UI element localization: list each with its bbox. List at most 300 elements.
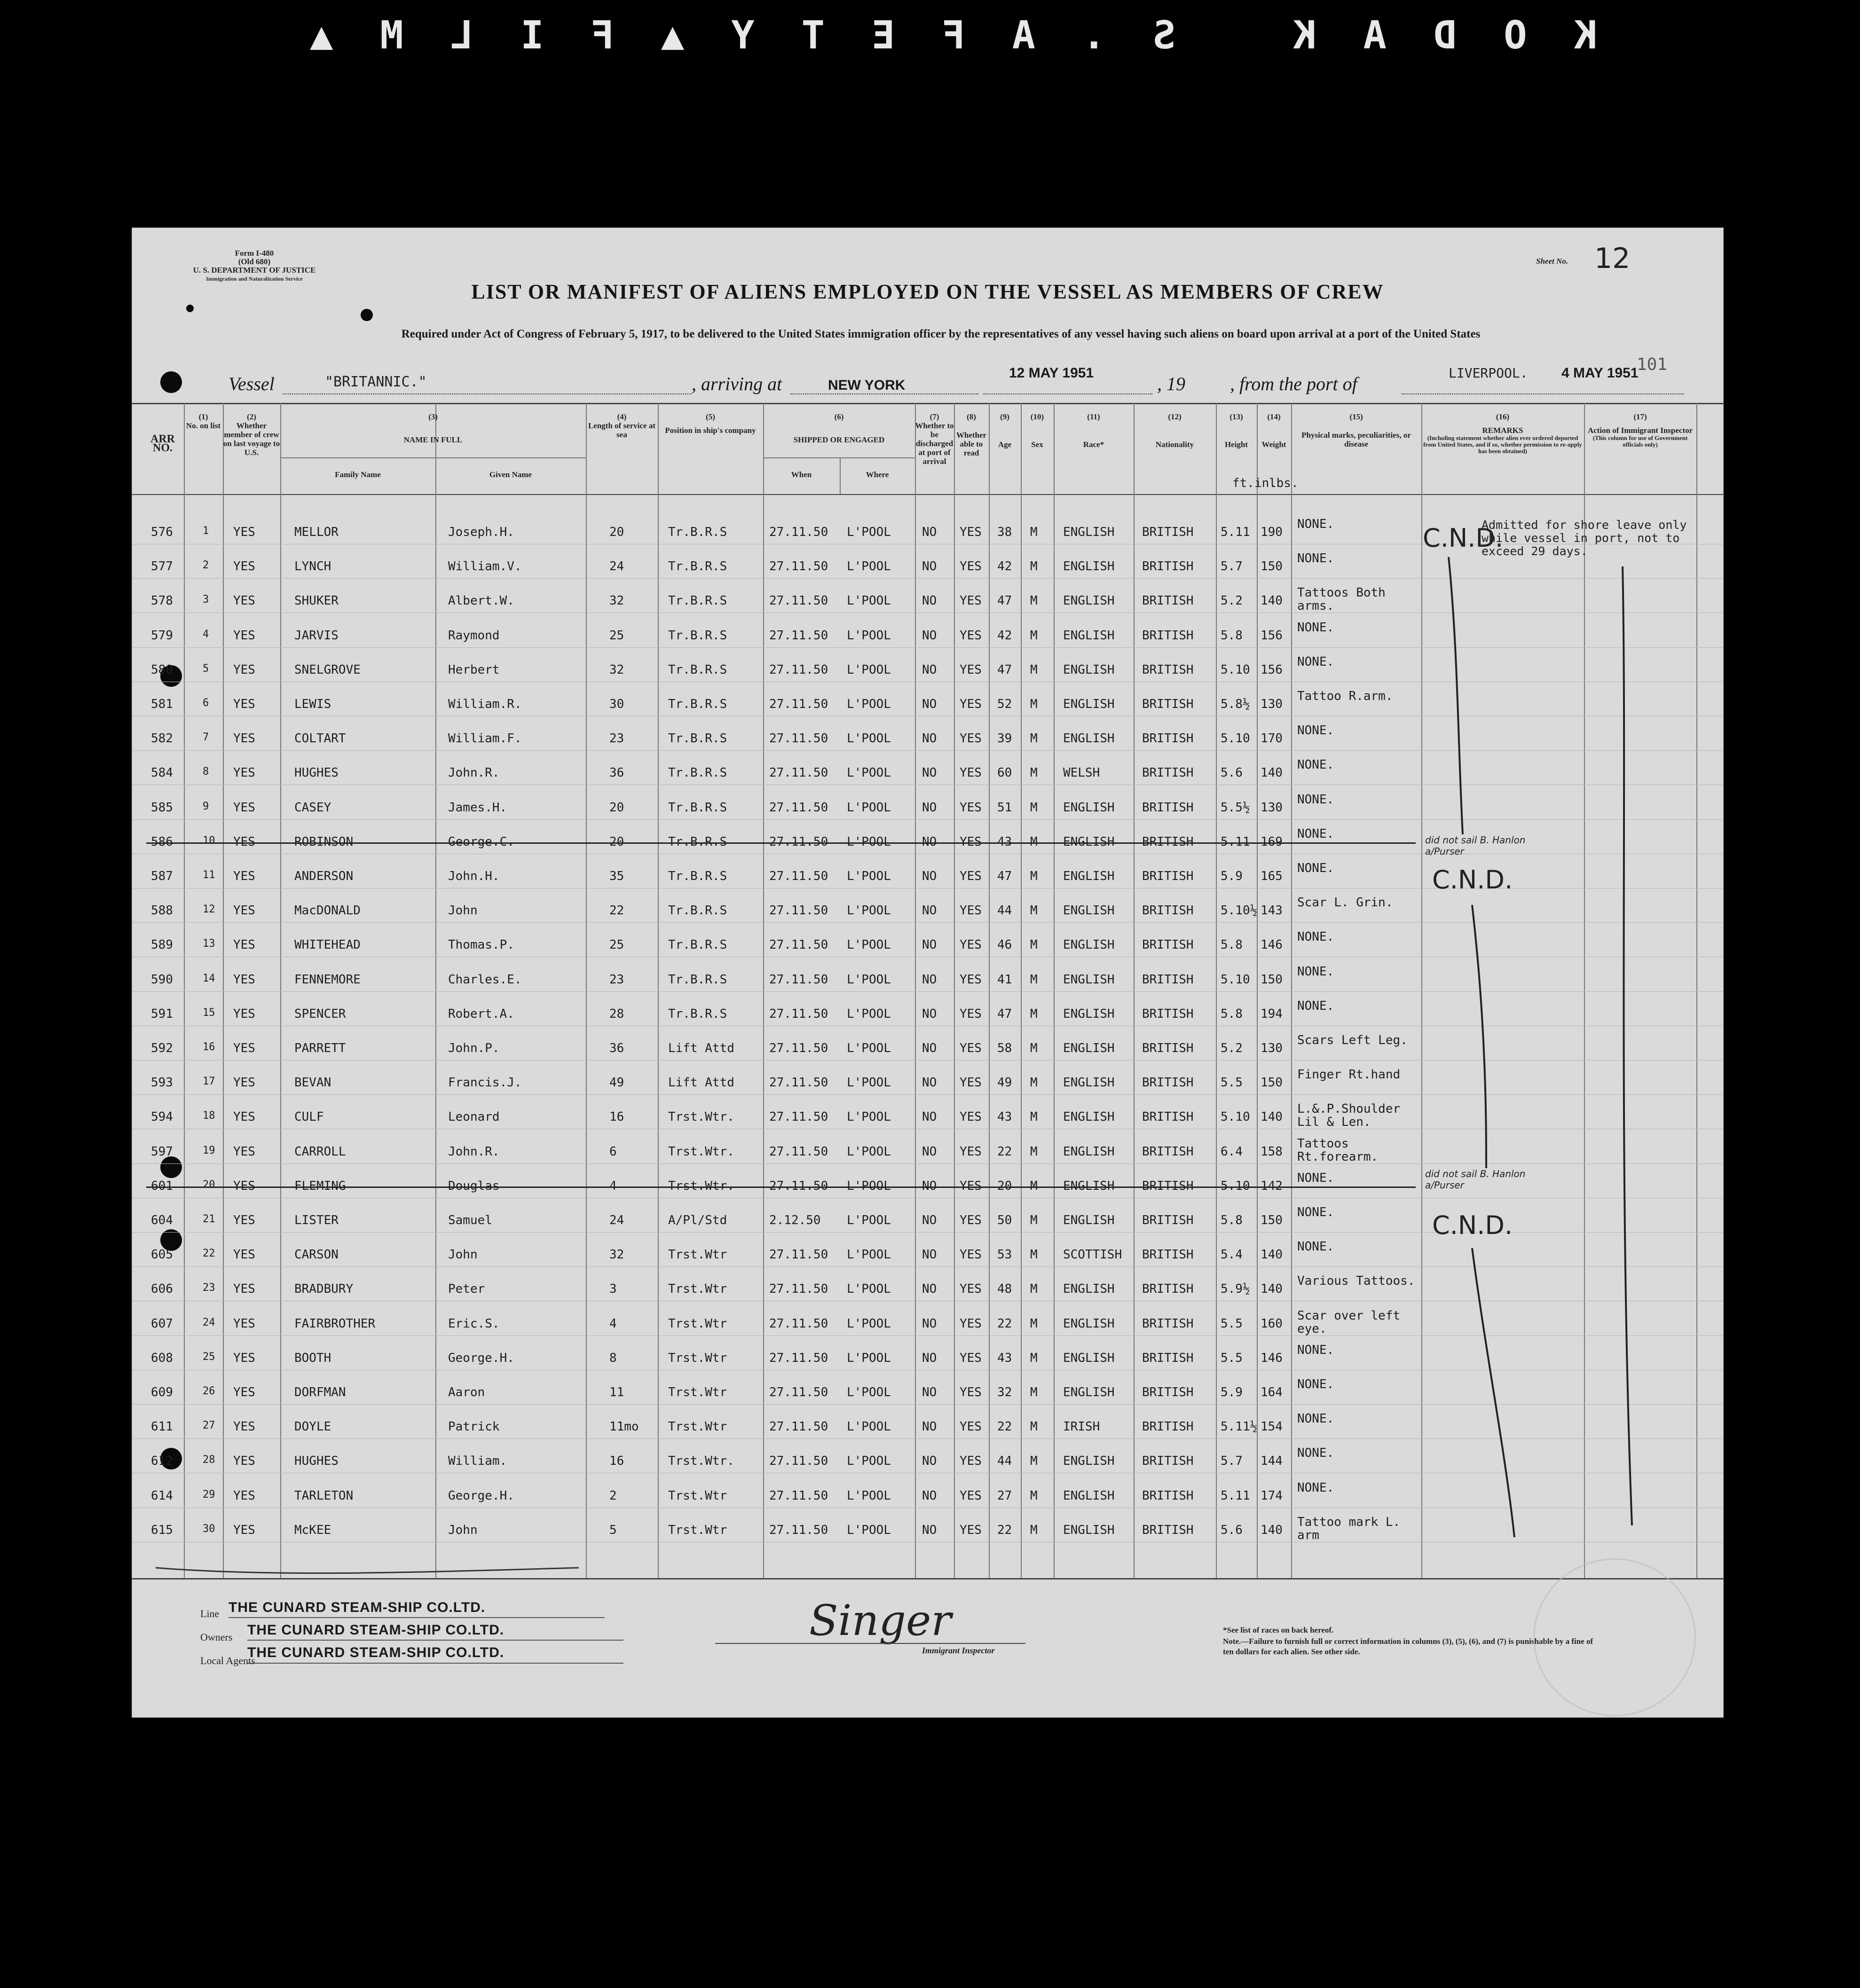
film-edge-marking xyxy=(0,13,1860,65)
cell-family: FAIRBROTHER xyxy=(294,1316,376,1331)
cell-read: YES xyxy=(960,525,982,539)
cell-arr: 606 xyxy=(151,1282,173,1297)
cell-no: 18 xyxy=(203,1110,215,1122)
cell-read: YES xyxy=(960,1006,982,1021)
cell-last: YES xyxy=(233,1006,255,1021)
cell-sex: M xyxy=(1030,1282,1038,1297)
cell-position: Tr.B.R.S xyxy=(668,904,727,918)
cell-marks: NONE. xyxy=(1297,1412,1334,1426)
cell-service: 16 xyxy=(609,1110,624,1124)
cell-sex: M xyxy=(1030,1110,1038,1124)
cell-height: 5.7 xyxy=(1221,559,1243,574)
cell-no: 26 xyxy=(203,1385,215,1397)
cell-arr: 614 xyxy=(151,1488,173,1503)
cell-nat: BRITISH xyxy=(1142,1420,1194,1434)
cell-service: 24 xyxy=(609,1213,624,1227)
cell-arr: 605 xyxy=(151,1248,173,1262)
header-col12-number: (12) xyxy=(1168,412,1182,421)
cell-disch: NO xyxy=(922,1144,937,1159)
cell-sex: M xyxy=(1030,662,1038,677)
header-where: Where xyxy=(866,470,889,479)
cell-marks: NONE. xyxy=(1297,1446,1334,1461)
cell-given: George.C. xyxy=(448,834,514,849)
cell-height: 5.11½ xyxy=(1221,1420,1258,1434)
cell-age: 47 xyxy=(997,869,1012,883)
cell-age: 50 xyxy=(997,1213,1012,1227)
did-not-sail-note-1: did not sail B. Hanlon a/Purser xyxy=(1425,834,1526,857)
cell-given: Charles.E. xyxy=(448,972,522,987)
cell-disch: NO xyxy=(922,525,937,539)
cell-family: ANDERSON xyxy=(294,869,354,883)
cell-given: John.P. xyxy=(448,1041,500,1055)
film-edge-text: KODAK S.AFETY▲FILM▲ xyxy=(263,13,1597,58)
cell-age: 41 xyxy=(997,972,1012,987)
cell-arr: 577 xyxy=(151,559,173,574)
cell-where: L'POOL xyxy=(847,525,891,539)
cell-service: 3 xyxy=(609,1282,617,1297)
cell-disch: NO xyxy=(922,697,937,711)
cell-given: Raymond xyxy=(448,628,500,643)
header-col10-label: Sex xyxy=(1031,440,1043,449)
cell-age: 47 xyxy=(997,1006,1012,1021)
cell-read: YES xyxy=(960,972,982,987)
cell-service: 32 xyxy=(609,594,624,608)
cell-where: L'POOL xyxy=(847,1213,891,1227)
cell-service: 32 xyxy=(609,662,624,677)
cell-service: 5 xyxy=(609,1523,617,1537)
cell-given: James.H. xyxy=(448,800,507,815)
cell-family: HUGHES xyxy=(294,1454,339,1469)
header-col8-label: Whether able to read xyxy=(956,431,987,457)
cell-no: 1 xyxy=(203,525,209,537)
cnd-mark-1: C.N.D. xyxy=(1423,523,1504,553)
cell-last: YES xyxy=(233,766,255,780)
cell-service: 11mo xyxy=(609,1420,639,1434)
cell-given: Eric.S. xyxy=(448,1316,500,1331)
form-service: Immigration and Naturalization Service xyxy=(206,275,303,282)
cell-no: 7 xyxy=(203,731,209,744)
cnd-mark-2: C.N.D. xyxy=(1432,865,1513,895)
cell-arr: 578 xyxy=(151,594,173,608)
year-label: , 19 xyxy=(1157,373,1185,394)
cell-when: 27.11.50 xyxy=(769,1420,828,1434)
header-col17-note: (This column for use of Government officials only) xyxy=(1592,434,1688,448)
cell-position: Tr.B.R.S xyxy=(668,1006,727,1021)
departure-date: 4 MAY 1951 xyxy=(1561,365,1639,381)
cell-nat: BRITISH xyxy=(1142,766,1194,780)
cell-read: YES xyxy=(960,904,982,918)
cell-race: ENGLISH xyxy=(1063,628,1115,643)
cell-read: YES xyxy=(960,1385,982,1399)
cell-disch: NO xyxy=(922,904,937,918)
cell-height: 5.5 xyxy=(1221,1076,1243,1090)
cell-last: YES xyxy=(233,525,255,539)
header-col9-number: (9) xyxy=(1000,412,1009,421)
cell-nat: BRITISH xyxy=(1142,697,1194,711)
cell-when: 27.11.50 xyxy=(769,594,828,608)
cell-sex: M xyxy=(1030,1454,1038,1469)
cell-nat: BRITISH xyxy=(1142,731,1194,746)
cell-sex: M xyxy=(1030,1006,1038,1021)
cell-weight: 140 xyxy=(1261,1523,1283,1537)
signature-line xyxy=(715,1643,1025,1644)
header-col1-number: (1) xyxy=(198,412,208,421)
cell-service: 23 xyxy=(609,972,624,987)
cell-family: LYNCH xyxy=(294,559,331,574)
cell-height: 5.9 xyxy=(1221,869,1243,883)
cell-no: 13 xyxy=(203,938,215,950)
cell-when: 27.11.50 xyxy=(769,1110,828,1124)
cell-service: 32 xyxy=(609,1248,624,1262)
header-col16-note: (Including statement whether alien ever ordered deported from United States, and if so, whether permission to re-apply has been obtained) xyxy=(1423,434,1582,455)
cell-marks: NONE. xyxy=(1297,930,1334,944)
cell-read: YES xyxy=(960,731,982,746)
cell-family: BEVAN xyxy=(294,1076,331,1090)
cell-where: L'POOL xyxy=(847,1179,891,1193)
cell-no: 22 xyxy=(203,1248,215,1260)
cell-age: 38 xyxy=(997,525,1012,539)
cell-when: 27.11.50 xyxy=(769,1454,828,1469)
cell-read: YES xyxy=(960,1316,982,1331)
cell-read: YES xyxy=(960,1179,982,1193)
cell-when: 27.11.50 xyxy=(769,1488,828,1503)
cell-when: 27.11.50 xyxy=(769,1179,828,1193)
cell-weight: 170 xyxy=(1261,731,1283,746)
cell-no: 24 xyxy=(203,1316,215,1328)
cell-where: L'POOL xyxy=(847,1110,891,1124)
cell-where: L'POOL xyxy=(847,834,891,849)
header-col13-number: (13) xyxy=(1229,412,1243,421)
cell-nat: BRITISH xyxy=(1142,938,1194,952)
form-number: Form I-480 xyxy=(235,249,274,258)
cell-last: YES xyxy=(233,1316,255,1331)
cell-height: 5.10 xyxy=(1221,1110,1250,1124)
cell-disch: NO xyxy=(922,1420,937,1434)
cell-disch: NO xyxy=(922,938,937,952)
cell-arr: 608 xyxy=(151,1351,173,1365)
cell-family: LISTER xyxy=(294,1213,339,1227)
header-col7-label: Whether to be discharged at port of arrival xyxy=(915,421,954,466)
cell-race: ENGLISH xyxy=(1063,869,1115,883)
cell-arr: 586 xyxy=(151,834,173,849)
cell-position: Trst.Wtr. xyxy=(668,1144,734,1159)
cell-when: 27.11.50 xyxy=(769,1248,828,1262)
cell-where: L'POOL xyxy=(847,972,891,987)
inspector-signature: Singer xyxy=(809,1596,952,1645)
cell-when: 27.11.50 xyxy=(769,1144,828,1159)
cell-weight: 130 xyxy=(1261,1041,1283,1055)
cell-family: LEWIS xyxy=(294,697,331,711)
header-col15-number: (15) xyxy=(1349,412,1363,421)
cell-arr: 589 xyxy=(151,938,173,952)
cell-nat: BRITISH xyxy=(1142,834,1194,849)
cell-race: ENGLISH xyxy=(1063,697,1115,711)
arrival-date: 12 MAY 1951 xyxy=(1009,365,1094,381)
cell-age: 47 xyxy=(997,662,1012,677)
cell-arr: 611 xyxy=(151,1420,173,1434)
cell-disch: NO xyxy=(922,559,937,574)
cell-sex: M xyxy=(1030,1351,1038,1365)
cell-position: Tr.B.R.S xyxy=(668,972,727,987)
cell-sex: M xyxy=(1030,938,1038,952)
cell-disch: NO xyxy=(922,1110,937,1124)
cell-read: YES xyxy=(960,869,982,883)
cell-age: 42 xyxy=(997,628,1012,643)
penalty-note: Note.—Failure to furnish full or correct information in columns (3), (5), (6), and (7) is punishable by a fine of ten dollars for each alien. See other side. xyxy=(1223,1637,1593,1656)
cell-family: CULF xyxy=(294,1110,324,1124)
cell-nat: BRITISH xyxy=(1142,1041,1194,1055)
cell-weight: 156 xyxy=(1261,662,1283,677)
cell-position: Trst.Wtr xyxy=(668,1248,727,1262)
cell-race: ENGLISH xyxy=(1063,525,1115,539)
cell-nat: BRITISH xyxy=(1142,1248,1194,1262)
cell-sex: M xyxy=(1030,1385,1038,1399)
cell-when: 27.11.50 xyxy=(769,1523,828,1537)
cell-marks: NONE. xyxy=(1297,551,1334,566)
cell-weight: 194 xyxy=(1261,1006,1283,1021)
cell-position: Tr.B.R.S xyxy=(668,938,727,952)
cell-position: Trst.Wtr xyxy=(668,1351,727,1365)
cell-family: SPENCER xyxy=(294,1006,346,1021)
header-col17-number: (17) xyxy=(1633,412,1647,421)
cell-disch: NO xyxy=(922,628,937,643)
cell-family: COLTART xyxy=(294,731,346,746)
cell-sex: M xyxy=(1030,697,1038,711)
cell-arr: 615 xyxy=(151,1523,173,1537)
header-col17-label: Action of Immigrant Inspector xyxy=(1587,426,1693,435)
cell-where: L'POOL xyxy=(847,800,891,815)
cell-height: 5.5½ xyxy=(1221,800,1250,815)
cell-position: Trst.Wtr. xyxy=(668,1454,734,1469)
cell-race: ENGLISH xyxy=(1063,1385,1115,1399)
header-col6-number: (6) xyxy=(834,412,844,421)
cell-height: 5.8½ xyxy=(1221,697,1250,711)
cell-given: Aaron xyxy=(448,1385,485,1399)
cell-nat: BRITISH xyxy=(1142,869,1194,883)
cell-arr: 591 xyxy=(151,1006,173,1021)
cell-marks: L.&.P.Shoulder Lil & Len. xyxy=(1297,1102,1401,1130)
cell-position: Tr.B.R.S xyxy=(668,869,727,883)
cell-weight: 150 xyxy=(1261,972,1283,987)
cell-when: 27.11.50 xyxy=(769,938,828,952)
manifest-page xyxy=(132,228,1724,1718)
cell-position: Lift Attd xyxy=(668,1041,734,1055)
cell-arr: 609 xyxy=(151,1385,173,1399)
cell-service: 11 xyxy=(609,1385,624,1399)
cell-no: 10 xyxy=(203,834,215,847)
cell-disch: NO xyxy=(922,1179,937,1193)
cell-sex: M xyxy=(1030,766,1038,780)
cell-disch: NO xyxy=(922,1282,937,1297)
agents-company: THE CUNARD STEAM-SHIP CO.LTD. xyxy=(247,1645,504,1660)
cell-where: L'POOL xyxy=(847,1523,891,1537)
cell-last: YES xyxy=(233,1144,255,1159)
cell-position: Tr.B.R.S xyxy=(668,559,727,574)
cell-race: ENGLISH xyxy=(1063,1523,1115,1537)
cell-last: YES xyxy=(233,1420,255,1434)
header-col9-label: Age xyxy=(998,440,1012,449)
cell-nat: BRITISH xyxy=(1142,1076,1194,1090)
cell-age: 22 xyxy=(997,1523,1012,1537)
cell-read: YES xyxy=(960,1488,982,1503)
cell-disch: NO xyxy=(922,1316,937,1331)
cell-service: 36 xyxy=(609,766,624,780)
cell-marks: Scar over left eye. xyxy=(1297,1308,1401,1336)
cell-marks: NONE. xyxy=(1297,1343,1334,1357)
cell-height: 5.5 xyxy=(1221,1351,1243,1365)
cell-no: 11 xyxy=(203,869,215,881)
cell-nat: BRITISH xyxy=(1142,594,1194,608)
cell-disch: NO xyxy=(922,1248,937,1262)
header-col11-label: Race* xyxy=(1083,440,1104,449)
cell-age: 27 xyxy=(997,1488,1012,1503)
header-col2-label: Whether member of crew on last voyage to U.S. xyxy=(223,421,280,457)
cell-family: PARRETT xyxy=(294,1041,346,1055)
header-col10-number: (10) xyxy=(1030,412,1044,421)
cell-given: Herbert xyxy=(448,662,500,677)
cell-weight: 140 xyxy=(1261,1248,1283,1262)
cell-last: YES xyxy=(233,697,255,711)
cell-nat: BRITISH xyxy=(1142,1454,1194,1469)
cell-when: 27.11.50 xyxy=(769,628,828,643)
cell-height: 5.2 xyxy=(1221,594,1243,608)
cell-sex: M xyxy=(1030,834,1038,849)
cell-given: John xyxy=(448,1523,478,1537)
cell-service: 20 xyxy=(609,834,624,849)
cell-weight: 158 xyxy=(1261,1144,1283,1159)
cell-marks: NONE. xyxy=(1297,1205,1334,1219)
cell-marks: Tattoo mark L. arm xyxy=(1297,1515,1401,1542)
cell-where: L'POOL xyxy=(847,1006,891,1021)
cell-race: ENGLISH xyxy=(1063,1006,1115,1021)
cell-given: Thomas.P. xyxy=(448,938,514,952)
sheet-number: 12 xyxy=(1594,242,1631,275)
header-col16-label: REMARKS xyxy=(1482,426,1523,435)
cell-position: Tr.B.R.S xyxy=(668,731,727,746)
cell-weight: 146 xyxy=(1261,938,1283,952)
cell-service: 30 xyxy=(609,697,624,711)
cell-where: L'POOL xyxy=(847,628,891,643)
cell-marks: NONE. xyxy=(1297,1480,1334,1495)
cell-race: IRISH xyxy=(1063,1420,1100,1434)
sheet-label: Sheet No. xyxy=(1536,257,1568,266)
cell-last: YES xyxy=(233,1076,255,1090)
cell-race: ENGLISH xyxy=(1063,904,1115,918)
cell-disch: NO xyxy=(922,1385,937,1399)
cell-sex: M xyxy=(1030,1523,1038,1537)
cell-no: 25 xyxy=(203,1351,215,1363)
cell-nat: BRITISH xyxy=(1142,1006,1194,1021)
cell-last: YES xyxy=(233,628,255,643)
cell-marks: NONE. xyxy=(1297,1377,1334,1391)
cell-height: 5.11 xyxy=(1221,1488,1250,1503)
cell-service: 20 xyxy=(609,525,624,539)
header-col16-number: (16) xyxy=(1496,412,1510,421)
cell-where: L'POOL xyxy=(847,938,891,952)
header-col3-label: NAME IN FULL xyxy=(403,435,463,444)
cell-given: George.H. xyxy=(448,1488,514,1503)
cell-nat: BRITISH xyxy=(1142,525,1194,539)
line-company: THE CUNARD STEAM-SHIP CO.LTD. xyxy=(229,1600,486,1615)
page-subtitle: Required under Act of Congress of February 5, 1917, to be delivered to the United States immigration officer by the representatives of any vessel having such aliens on board upon arrival at a port of the United States xyxy=(401,328,1481,340)
cell-position: Trst.Wtr. xyxy=(668,1179,734,1193)
cell-marks: NONE. xyxy=(1297,620,1334,635)
cell-marks: NONE. xyxy=(1297,723,1334,738)
cell-service: 4 xyxy=(609,1179,617,1193)
cell-last: YES xyxy=(233,1179,255,1193)
cell-weight: 164 xyxy=(1261,1385,1283,1399)
cell-arr: 601 xyxy=(151,1179,173,1193)
header-col4-number: (4) xyxy=(617,412,627,421)
cell-no: 12 xyxy=(203,904,215,916)
cell-disch: NO xyxy=(922,1041,937,1055)
cell-family: CARSON xyxy=(294,1248,339,1262)
cell-family: CARROLL xyxy=(294,1144,346,1159)
cell-race: ENGLISH xyxy=(1063,800,1115,815)
cell-marks: NONE. xyxy=(1297,792,1334,807)
cell-where: L'POOL xyxy=(847,1488,891,1503)
cell-race: ENGLISH xyxy=(1063,1316,1115,1331)
cell-position: Lift Attd xyxy=(668,1076,734,1090)
cell-disch: NO xyxy=(922,1351,937,1365)
cell-sex: M xyxy=(1030,1248,1038,1262)
cell-position: Trst.Wtr xyxy=(668,1488,727,1503)
cell-no: 3 xyxy=(203,594,209,606)
cell-height: 6.4 xyxy=(1221,1144,1243,1159)
cell-arr: 585 xyxy=(151,800,173,815)
cell-marks: NONE. xyxy=(1297,1240,1334,1254)
cell-given: Samuel xyxy=(448,1213,492,1227)
header-col14-label: Weight xyxy=(1261,440,1286,449)
cell-where: L'POOL xyxy=(847,594,891,608)
cell-family: DOYLE xyxy=(294,1420,331,1434)
cell-given: Francis.J. xyxy=(448,1076,522,1090)
cell-read: YES xyxy=(960,697,982,711)
cell-height: 5.4 xyxy=(1221,1248,1243,1262)
cell-marks: NONE. xyxy=(1297,517,1334,531)
cell-family: McKEE xyxy=(294,1523,331,1537)
cell-disch: NO xyxy=(922,800,937,815)
cell-sex: M xyxy=(1030,800,1038,815)
cell-when: 27.11.50 xyxy=(769,766,828,780)
cell-position: Tr.B.R.S xyxy=(668,594,727,608)
cell-no: 20 xyxy=(203,1179,215,1191)
cell-last: YES xyxy=(233,834,255,849)
cell-where: L'POOL xyxy=(847,1076,891,1090)
cell-arr: 587 xyxy=(151,869,173,883)
cell-height: 5.8 xyxy=(1221,1006,1243,1021)
cell-read: YES xyxy=(960,559,982,574)
cell-disch: NO xyxy=(922,1213,937,1227)
cell-where: L'POOL xyxy=(847,1041,891,1055)
header-col6-label: SHIPPED OR ENGAGED xyxy=(793,435,885,444)
cell-weight: 140 xyxy=(1261,1282,1283,1297)
cell-disch: NO xyxy=(922,594,937,608)
cell-marks: Scar L. Grin. xyxy=(1297,896,1393,910)
header-col8-number: (8) xyxy=(967,412,976,421)
cell-age: 58 xyxy=(997,1041,1012,1055)
page-title: LIST OR MANIFEST OF ALIENS EMPLOYED ON THE VESSEL AS MEMBERS OF CREW xyxy=(471,280,1384,303)
cell-read: YES xyxy=(960,1041,982,1055)
cell-position: Tr.B.R.S xyxy=(668,628,727,643)
cell-disch: NO xyxy=(922,1523,937,1537)
cell-service: 4 xyxy=(609,1316,617,1331)
cell-height: 5.10 xyxy=(1221,662,1250,677)
cell-weight: 140 xyxy=(1261,1110,1283,1124)
cell-given: Joseph.H. xyxy=(448,525,514,539)
cell-service: 25 xyxy=(609,938,624,952)
cell-read: YES xyxy=(960,594,982,608)
